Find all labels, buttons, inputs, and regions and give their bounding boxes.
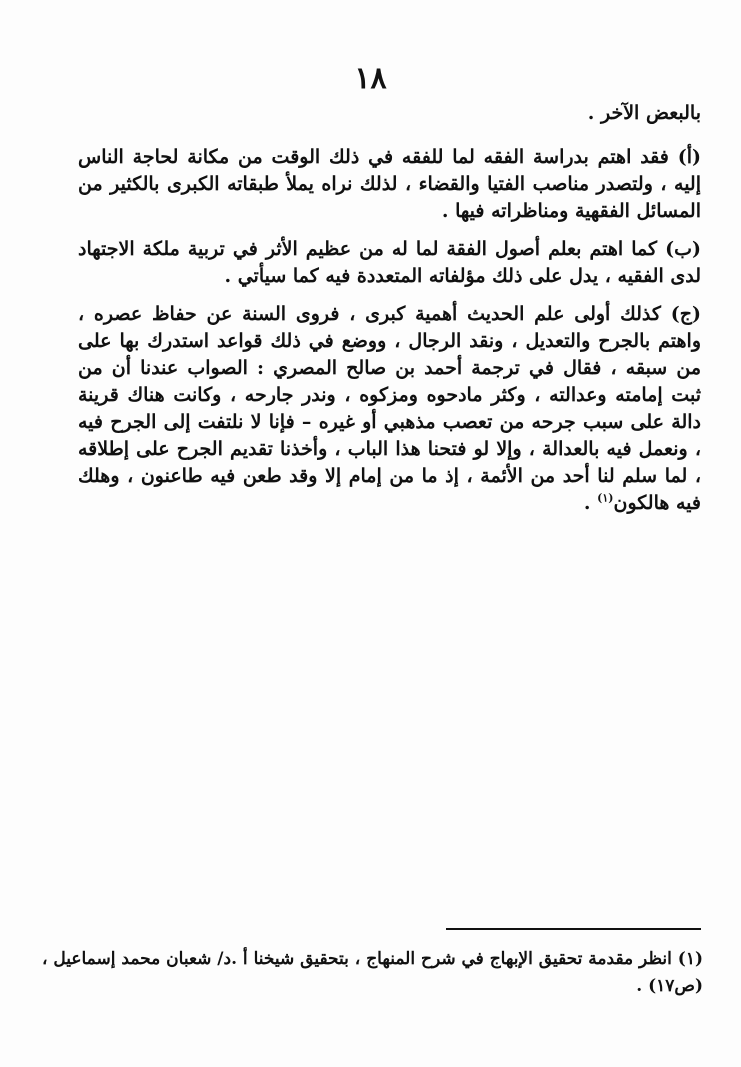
paragraph-b-text: كما اهتم بعلم أصول الفقة لما له من عظيم الأثر في تربية ملكة الاجتهاد لدى الفقيه ، يدل على ذلك مؤلفاته المتعددة فيه كما سيأتي .	[78, 238, 701, 287]
paragraph-c	[78, 301, 701, 517]
paragraph-b	[78, 236, 701, 290]
paragraph-c-text: كذلك أولى علم الحديث أهمية كبرى ، فروى السنة عن حفاظ عصره ، واهتم بالجرح والتعديل ، ونقد الرجال ، ووضع في ذلك قواعد استدرك بها على من سبقه ، فقال في ترجمة أحمد بن صالح المصري : الصواب عندنا أن من ثبت إمامته وعدالته ، وكثر مادحوه ومزكوه ، وندر جارحه ، وكانت هناك قرينة دالة على سبب جرحه من تعصب مذهبي أو غيره – فإنا لا نلتفت إلى الجرح فيه ، ونعمل فيه بالعدالة ، وإلا لو فتحنا هذا الباب ، وأخذنا تقديم الجرح على إطلاقه ، لما سلم لنا أحد من الأئمة ، إذ ما من إمام إلا وقد طعن فيه طاعنون ، وهلك فيه هالكون	[78, 303, 701, 514]
paragraph-a-text: فقد اهتم بدراسة الفقه لما للفقه في ذلك الوقت من مكانة لحاجة الناس إليه ، ولتصدر مناصب الفتيا والقضاء ، لذلك نراه يملأ طبقاته الكبرى بالكثير من المسائل الفقهية ومناظراته فيها .	[78, 146, 701, 222]
paragraph-b-marker: (ب)	[665, 238, 701, 260]
footnote-divider	[446, 928, 701, 930]
paragraph-a-marker: (أ)	[677, 146, 701, 168]
footnote-reference[interactable]: (١)	[597, 491, 614, 505]
footnote-marker: (١)	[677, 949, 703, 969]
paragraph-intro: بالبعض الآخر .	[587, 102, 701, 124]
body-text	[78, 100, 701, 528]
paragraph-a	[78, 144, 701, 225]
footnote-text: انظر مقدمة تحقيق الإبهاج في شرح المنهاج ، بتحقيق شيخنا أ .د/ شعبان محمد إسماعيل ، (ص١٧) .	[41, 949, 703, 996]
footnote	[40, 946, 703, 1000]
page-number: ١٨	[354, 61, 387, 96]
paragraph-c-marker: (ج)	[670, 303, 701, 325]
paragraph-c-end: .	[583, 492, 598, 514]
